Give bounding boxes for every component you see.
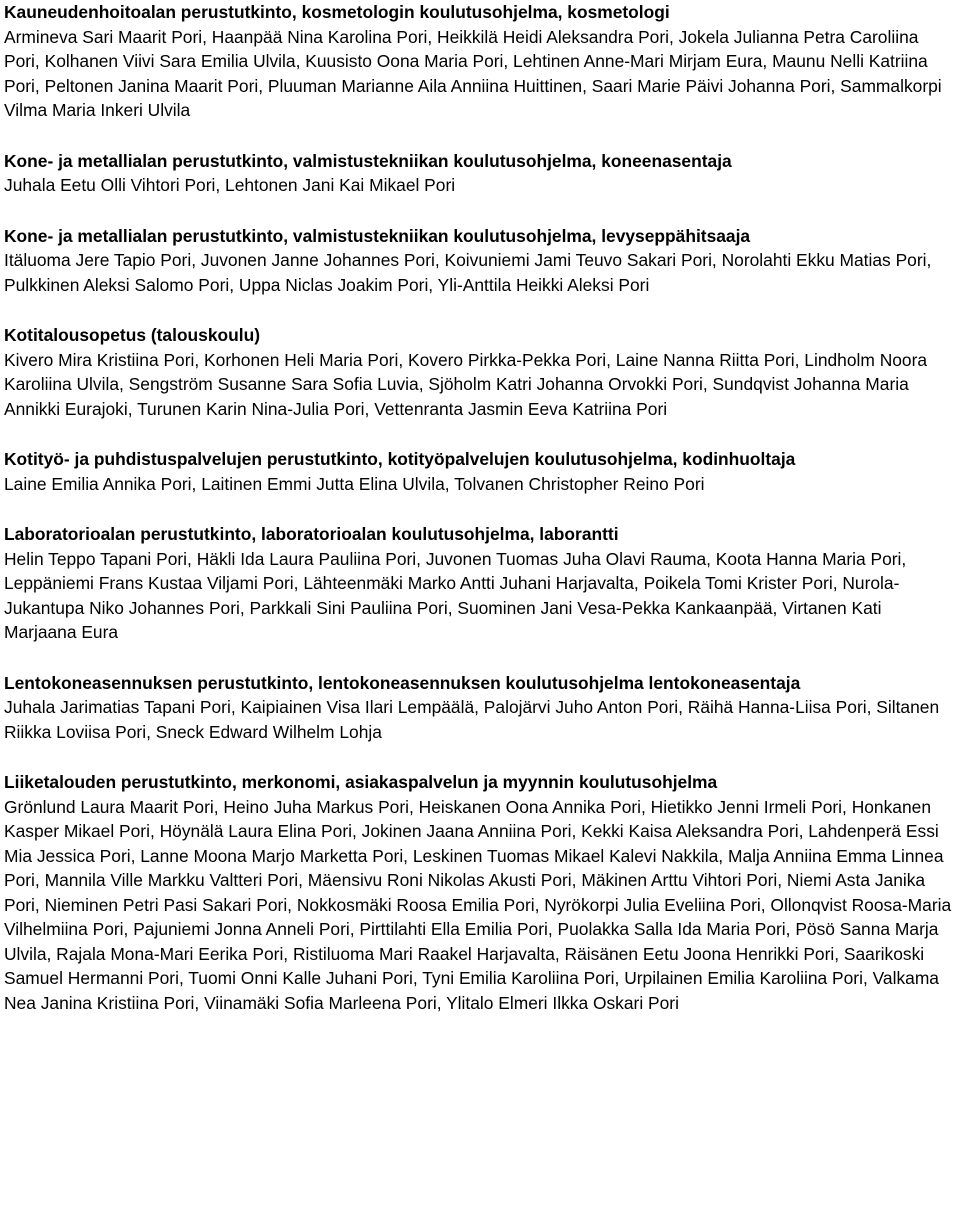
section-heading: Kauneudenhoitoalan perustutkinto, kosmetologin koulutusohjelma, kosmetologi bbox=[4, 2, 670, 22]
section-names: Helin Teppo Tapani Pori, Häkli Ida Laura Pauliina Pori, Juvonen Tuomas Juha Olavi Rauma, Koota Hanna Maria Pori, Leppäniemi Frans Kustaa Viljami Pori, Lähteenmäki Marko Antti Juhani Harjavalta, Poikela Tomi Krister Pori, Nurola-Jukantupa Niko Johannes Pori, Parkkali Sini Pauliina Pori, Suominen Jani Vesa-Pekka Kankaanpää, Virtanen Kati Marjaana Eura bbox=[4, 548, 907, 642]
section-heading: Kotityö- ja puhdistuspalvelujen perustutkinto, kotityöpalvelujen koulutusohjelma, kodinhuoltaja bbox=[4, 449, 796, 469]
section-kosmetologi bbox=[4, 0, 956, 123]
section-heading: Kone- ja metallialan perustutkinto, valmistustekniikan koulutusohjelma, levyseppähitsaaja bbox=[4, 225, 751, 246]
section-levyseppahitsaaja bbox=[4, 224, 956, 298]
section-heading: Lentokoneasennuksen perustutkinto, lentokoneasennuksen koulutusohjelma lentokoneasentaja bbox=[4, 672, 801, 693]
section-names: Grönlund Laura Maarit Pori, Heino Juha Markus Pori, Heiskanen Oona Annika Pori, Hietikko Jenni Irmeli Pori, Honkanen Kasper Mikael Pori, Höynälä Laura Elina Pori, Jokinen Jaana Anniina Pori, Kekki Kaisa Aleksandra Pori, Lahdenperä Essi Mia Jessica Pori, Lanne Moona Marjo Marketta Pori, Leskinen Tuomas Mikael Kalevi Nakkila, Malja Anniina Emma Linnea Pori, Mannila Ville Markku Valtteri Pori, Mäensivu Roni Nikolas Akusti Pori, Mäkinen Arttu Vihtori Pori, Niemi Asta Janika Pori, Nieminen Petri Pasi Sakari Pori, Nokkosmäki Roosa Emilia Pori, Nyrökorpi Julia Eveliina Pori, Ollonqvist Roosa-Maria Vilhelmiina Pori, Pajuniemi Jonna Anneli Pori, Pirttilahti Ella Emilia Pori, Puolakka Salla Ida Maria Pori, Pösö Sanna Marja Ulvila, Rajala Mona-Mari Eerika Pori, Ristiluoma Mari Raakel Harjavalta, Räisänen Eetu Joona Henrikki Pori, Saarikoski Samuel Hermanni Pori, Tuomi Onni Kalle Juhani Pori, Tyni Emilia Karoliina Pori, Urpilainen Emilia Karoliina Pori, Valkama Nea Janina Kristiina Pori, Viinamäki Sofia Marleena Pori, Ylitalo Elmeri Ilkka Oskari Pori bbox=[4, 796, 952, 1013]
section-heading: Kone- ja metallialan perustutkinto, valmistustekniikan koulutusohjelma, koneenasentaja bbox=[4, 150, 732, 171]
section-koneenasentaja bbox=[4, 149, 956, 198]
section-merkonomi bbox=[4, 770, 956, 1015]
section-kotitalousopetus bbox=[4, 323, 956, 421]
section-kodinhuoltaja bbox=[4, 447, 956, 496]
section-names: Kivero Mira Kristiina Pori, Korhonen Heli Maria Pori, Kovero Pirkka-Pekka Pori, Laine Nanna Riitta Pori, Lindholm Noora Karoliina Ulvila, Sengström Susanne Sara Sofia Luvia, Sjöholm Katri Johanna Orvokki Pori, Sundqvist Johanna Maria Annikki Eurajoki, Turunen Karin Nina-Julia Pori, Vettenranta Jasmin Eeva Katriina Pori bbox=[4, 349, 928, 419]
section-names: Armineva Sari Maarit Pori, Haanpää Nina Karolina Pori, Heikkilä Heidi Aleksandra Pori, Jokela Julianna Petra Caroliina Pori, Kolhanen Viivi Sara Emilia Ulvila, Kuusisto Oona Maria Pori, Lehtinen Anne-Mari Mirjam Eura, Maunu Nelli Katriina Pori, Peltonen Janina Maarit Pori, Pluuman Marianne Aila Anniina Huittinen, Saari Marie Päivi Johanna Pori, Sammalkorpi Vilma Maria Inkeri Ulvila bbox=[4, 26, 942, 120]
section-names: Laine Emilia Annika Pori, Laitinen Emmi Jutta Elina Ulvila, Tolvanen Christopher Reino Pori bbox=[4, 473, 705, 494]
section-names: Juhala Jarimatias Tapani Pori, Kaipiainen Visa Ilari Lempäälä, Palojärvi Juho Anton Pori, Räihä Hanna-Liisa Pori, Siltanen Riikka Loviisa Pori, Sneck Edward Wilhelm Lohja bbox=[4, 697, 940, 742]
section-heading: Liiketalouden perustutkinto, merkonomi, asiakaspalvelun ja myynnin koulutusohjelma bbox=[4, 772, 718, 792]
section-names: Juhala Eetu Olli Vihtori Pori, Lehtonen Jani Kai Mikael Pori bbox=[4, 175, 456, 195]
section-names: Itäluoma Jere Tapio Pori, Juvonen Janne Johannes Pori, Koivuniemi Jami Teuvo Sakari Pori, Norolahti Ekku Matias Pori, Pulkkinen Aleksi Salomo Pori, Uppa Niclas Joakim Pori, Yli-Anttila Heikki Aleksi Pori bbox=[4, 250, 932, 295]
section-heading: Kotitalousopetus (talouskoulu) bbox=[4, 325, 261, 345]
section-lentokoneasentaja bbox=[4, 671, 956, 745]
section-heading: Laboratorioalan perustutkinto, laboratorioalan koulutusohjelma, laborantti bbox=[4, 524, 619, 544]
section-laborantti bbox=[4, 522, 956, 645]
